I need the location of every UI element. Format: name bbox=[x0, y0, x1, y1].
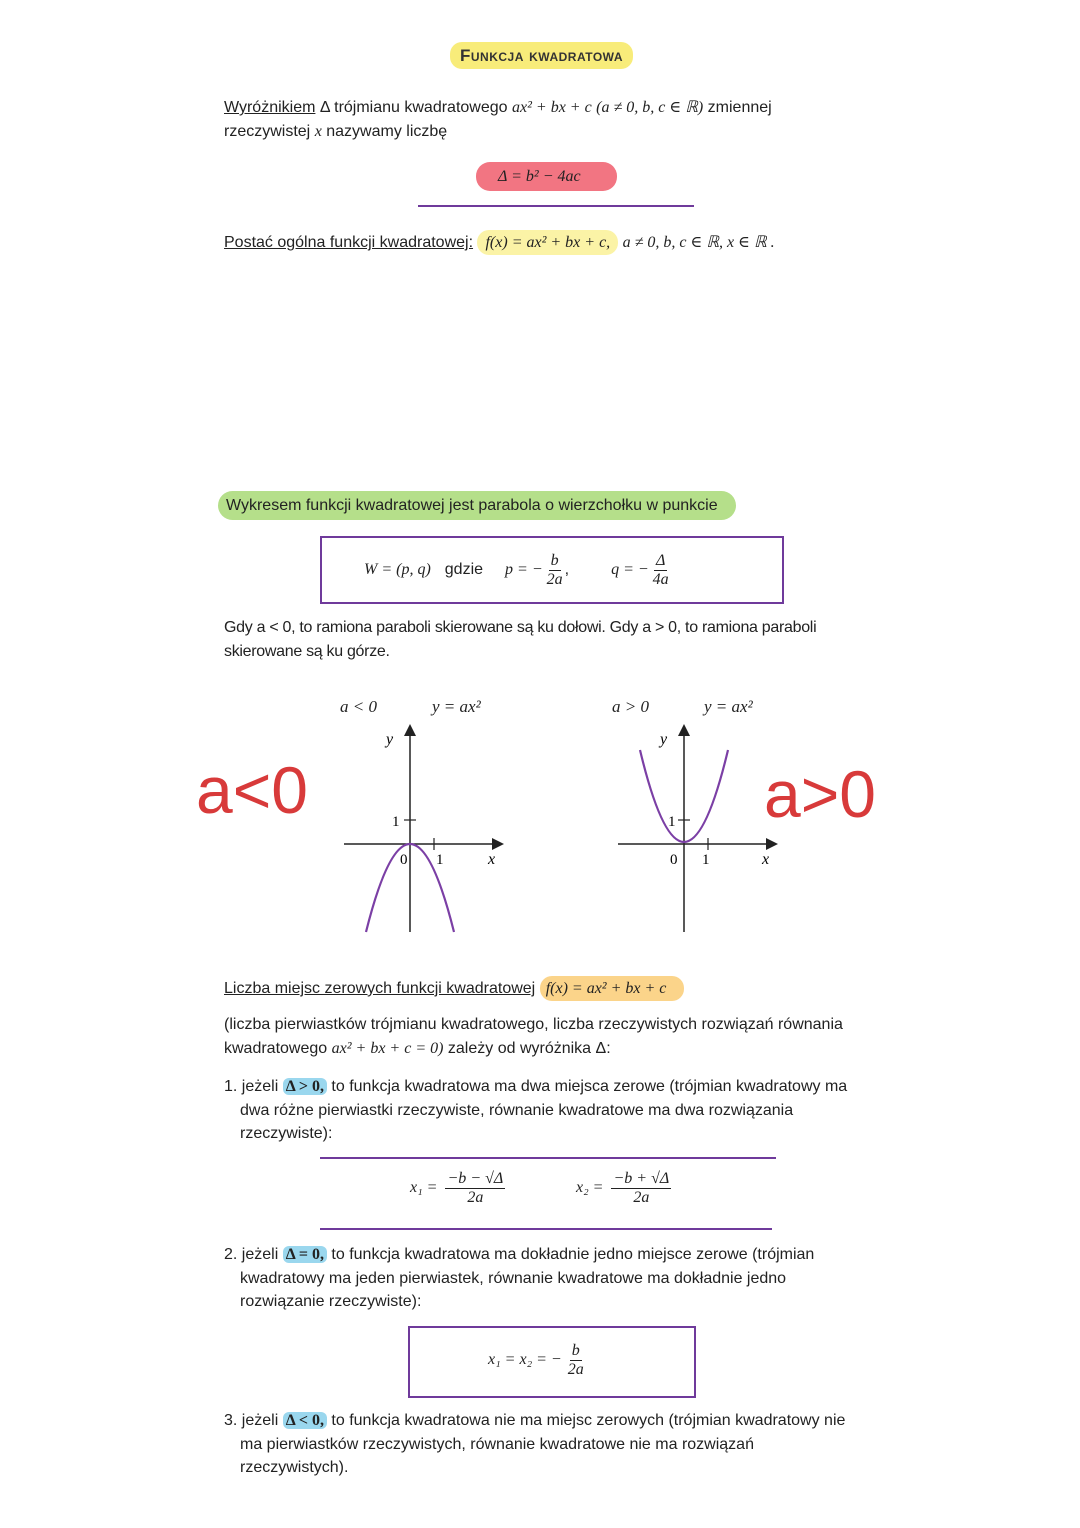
tick-label-x-one: 1 bbox=[436, 852, 444, 868]
case-2-line3: rozwiązanie rzeczywiste): bbox=[240, 1293, 422, 1310]
x-label: x bbox=[488, 851, 496, 868]
zeros-heading: Liczba miejsc zerowych funkcji kwadratowej f(x) = ax² + bx + c bbox=[224, 980, 684, 998]
origin-label: 0 bbox=[670, 852, 678, 868]
tick-label-y-one: 1 bbox=[392, 814, 400, 830]
graph-left-condition: a < 0 bbox=[340, 697, 377, 716]
y-label: y bbox=[660, 731, 668, 748]
vertex-formula-box: W = (p, q) gdzie p = − $\frac{b}{2a}$ , q = − $\frac{\Delta}{4a}$ bbox=[320, 536, 784, 604]
case-3-line3: rzeczywistych). bbox=[240, 1459, 349, 1476]
zeros-paren-line1: (liczba pierwiastków trójmianu kwadratowego, liczba rzeczywistych rozwiązań równania bbox=[224, 1016, 843, 1033]
case-1-line3: rzeczywiste): bbox=[240, 1125, 333, 1142]
p-fraction: $\frac{b}{2a}$ bbox=[546, 552, 563, 588]
zeros-paren-line2: kwadratowego ax² + bx + c = 0) zależy od wyróżnika Δ: bbox=[224, 1040, 611, 1057]
discriminant-term: Wyróżnikiem bbox=[224, 99, 316, 116]
graph-left-equation: y = ax² bbox=[432, 697, 481, 716]
graph-right-equation: y = ax² bbox=[704, 697, 753, 716]
roots-bottom-rule bbox=[320, 1228, 772, 1230]
vertex-heading: Wykresem funkcji kwadratowej jest parabola o wierzchołku w punkcie bbox=[218, 497, 736, 515]
graph-right bbox=[604, 720, 794, 940]
tick-label-y-one: 1 bbox=[668, 814, 676, 830]
general-form-conditions: a ≠ 0, b, c ∈ ℝ, x ∈ ℝ . bbox=[622, 234, 775, 251]
case-2-condition: Δ = 0, bbox=[283, 1246, 327, 1263]
case-1-condition: Δ > 0, bbox=[283, 1078, 327, 1095]
case-3: 3. jeżeli Δ < 0, to funkcja kwadratowa nie ma miejsc zerowych (trójmian kwadratowy nie bbox=[224, 1412, 846, 1429]
discriminant-underline bbox=[418, 205, 694, 207]
general-form bbox=[224, 232, 775, 252]
handwritten-label-a-positive: a>0 bbox=[764, 757, 876, 831]
root-x2: x₂ = $\frac{-b + √\Delta}{2a}$ bbox=[576, 1170, 670, 1206]
tick-label-x-one: 1 bbox=[702, 852, 710, 868]
direction-text-line2: skierowane są ku górze. bbox=[224, 643, 390, 660]
case-1-line2: dwa różne pierwiastki rzeczywiste, równanie kwadratowe ma dwa rozwiązania bbox=[240, 1102, 794, 1119]
case-1: 1. jeżeli Δ > 0, to funkcja kwadratowa ma dwa miejsca zerowe (trójmian kwadratowy ma bbox=[224, 1078, 848, 1095]
zeros-formula: f(x) = ax² + bx + c bbox=[540, 976, 685, 1001]
case-3-line2: ma pierwiastków rzeczywistych, równanie kwadratowe nie ma rozwiązań bbox=[240, 1436, 754, 1453]
direction-text-line1: Gdy a < 0, to ramiona paraboli skierowane są ku dołowi. Gdy a > 0, to ramiona paraboli bbox=[224, 619, 817, 636]
discriminant-definition-line2: rzeczywistej x nazywamy liczbę bbox=[224, 123, 448, 140]
root-x1: x₁ = $\frac{-b - √\Delta}{2a}$ bbox=[410, 1170, 504, 1206]
q-fraction: $\frac{\Delta}{4a}$ bbox=[652, 552, 669, 588]
roots-top-rule bbox=[320, 1157, 776, 1159]
graph-right-condition: a > 0 bbox=[612, 697, 649, 716]
y-label: y bbox=[386, 731, 394, 748]
graph-left bbox=[330, 720, 520, 940]
general-form-formula: f(x) = ax² + bx + c, bbox=[477, 230, 618, 255]
discriminant-formula: Δ = b² − 4ac bbox=[476, 168, 617, 186]
discriminant-definition: Wyróżnikiem Δ trójmianu kwadratowego ax² + bx + c (a ≠ 0, b, c ∈ ℝ) zmiennej bbox=[224, 99, 772, 116]
case-3-condition: Δ < 0, bbox=[283, 1412, 327, 1429]
page-title: Funkcja kwadratowa bbox=[450, 46, 633, 66]
origin-label: 0 bbox=[400, 852, 408, 868]
case-2-line2: kwadratowy ma jeden pierwiastek, równanie kwadratowe ma dokładnie jedno bbox=[240, 1270, 787, 1287]
case-2: 2. jeżeli Δ = 0, to funkcja kwadratowa ma dokładnie jedno miejsce zerowe (trójmian bbox=[224, 1246, 815, 1263]
handwritten-label-a-negative: a<0 bbox=[196, 753, 308, 827]
general-form-label: Postać ogólna funkcji kwadratowej: bbox=[224, 234, 474, 251]
double-root-box: x₁ = x₂ = − $\frac{b}{2a}$ bbox=[408, 1326, 696, 1398]
x-label: x bbox=[762, 851, 770, 868]
